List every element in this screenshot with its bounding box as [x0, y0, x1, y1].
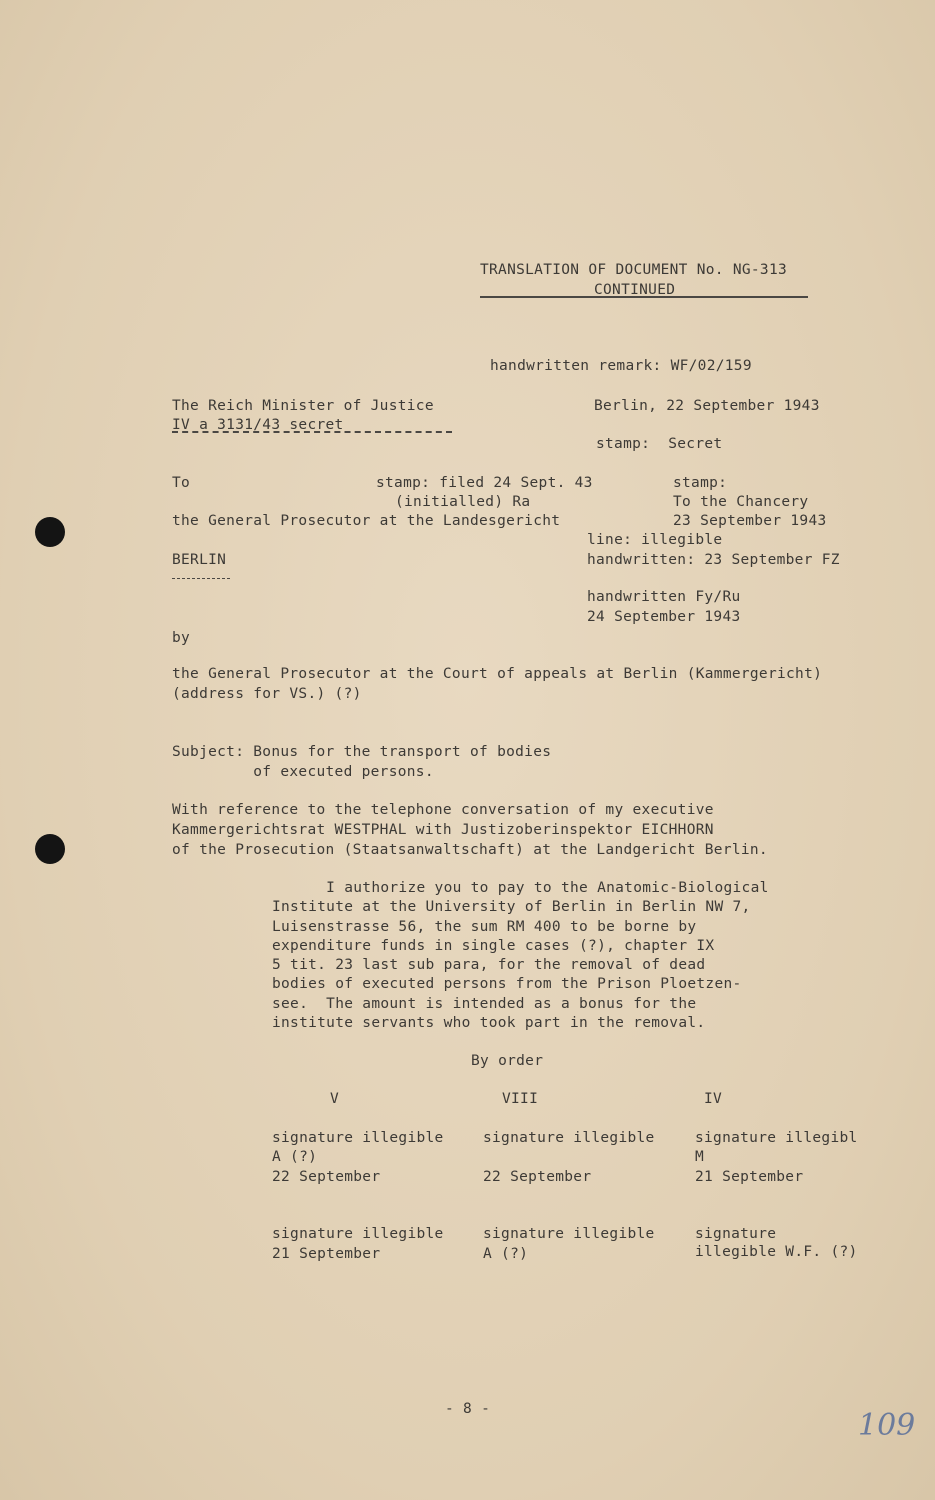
sender-reference: IV a 3131/43 secret: [172, 417, 344, 433]
body-line: bodies of executed persons from the Prison Ploetzen-: [272, 976, 742, 992]
column-heading-iv: IV: [704, 1091, 723, 1107]
punch-hole-top: [35, 517, 65, 547]
signature-c2b-line1: signature illegible: [483, 1226, 655, 1242]
by-label: by: [172, 630, 191, 646]
body-line: see. The amount is intended as a bonus for the: [272, 996, 697, 1012]
body-line: expenditure funds in single cases (?), chapter IX: [272, 938, 715, 954]
signature-c3a-line2: M: [695, 1149, 705, 1165]
signature-c3b-line1: signature: [695, 1226, 777, 1242]
signature-c2a-line3: 22 September: [483, 1169, 592, 1185]
body-line: 5 tit. 23 last sub para, for the removal of dead: [272, 957, 706, 973]
via-line1: the General Prosecutor at the Court of appeals at Berlin (Kammergericht): [172, 666, 823, 682]
header-title: TRANSLATION OF DOCUMENT No. NG-313: [480, 262, 788, 278]
body-line: Luisenstrasse 56, the sum RM 400 to be borne by: [272, 919, 697, 935]
punch-hole-bottom: [35, 834, 65, 864]
signature-c3a-line1: signature illegibl: [695, 1130, 858, 1146]
column-heading-v: V: [330, 1091, 340, 1107]
signature-c2b-line2: A (?): [483, 1246, 529, 1262]
handwritten-fz: handwritten: 23 September FZ: [587, 552, 840, 568]
sender-name: The Reich Minister of Justice: [172, 398, 434, 414]
signature-c1a-line2: A (?): [272, 1149, 318, 1165]
reference-line1: With reference to the telephone conversation of my executive: [172, 802, 714, 818]
body-line: institute servants who took part in the removal.: [272, 1015, 706, 1031]
stamp-chancery-line3: 23 September 1943: [673, 513, 827, 529]
signature-c1a-line1: signature illegible: [272, 1130, 444, 1146]
handwritten-fy-line1: handwritten Fy/Ru: [587, 589, 741, 605]
recipient-city: BERLIN: [172, 552, 227, 568]
handwritten-page-number: 109: [858, 1408, 916, 1443]
handwritten-remark: handwritten remark: WF/02/159: [490, 358, 752, 374]
signature-c1b-line2: 21 September: [272, 1246, 381, 1262]
signature-c1b-line1: signature illegible: [272, 1226, 444, 1242]
stamp-chancery-line1: stamp:: [673, 475, 728, 491]
sender-reference-underline: [172, 431, 452, 433]
header-underline: [480, 296, 808, 298]
stamp-secret: stamp: Secret: [596, 436, 723, 452]
body-line: Institute at the University of Berlin in Berlin NW 7,: [272, 899, 751, 915]
to-label: To: [172, 475, 191, 491]
reference-line3: of the Prosecution (Staatsanwaltschaft) at the Landgericht Berlin.: [172, 842, 768, 858]
via-line2: (address for VS.) (?): [172, 686, 362, 702]
signature-c2a-line1: signature illegible: [483, 1130, 655, 1146]
header-continued: CONTINUED: [594, 282, 676, 298]
subject-line1: Subject: Bonus for the transport of bodies: [172, 744, 552, 760]
page-number: - 8 -: [445, 1401, 491, 1417]
line-illegible: line: illegible: [587, 532, 723, 548]
reference-line2: Kammergerichtsrat WESTPHAL with Justizoberinspektor EICHHORN: [172, 822, 714, 838]
signature-c3a-line3: 21 September: [695, 1169, 804, 1185]
stamp-chancery-line2: To the Chancery: [673, 494, 809, 510]
recipient-city-underline: [172, 578, 230, 579]
subject-line2: of executed persons.: [172, 764, 434, 780]
handwritten-fy-line2: 24 September 1943: [587, 609, 741, 625]
stamp-filed-line2: (initialled) Ra: [395, 494, 531, 510]
by-order: By order: [471, 1053, 544, 1069]
signature-c3b-line2: illegible W.F. (?): [695, 1244, 858, 1260]
recipient-line: the General Prosecutor at the Landesgericht: [172, 513, 561, 529]
column-heading-viii: VIII: [502, 1091, 539, 1107]
stamp-filed-line1: stamp: filed 24 Sept. 43: [376, 475, 593, 491]
body-line: I authorize you to pay to the Anatomic-Biological: [272, 880, 769, 896]
signature-c1a-line3: 22 September: [272, 1169, 381, 1185]
place-date: Berlin, 22 September 1943: [594, 398, 820, 414]
